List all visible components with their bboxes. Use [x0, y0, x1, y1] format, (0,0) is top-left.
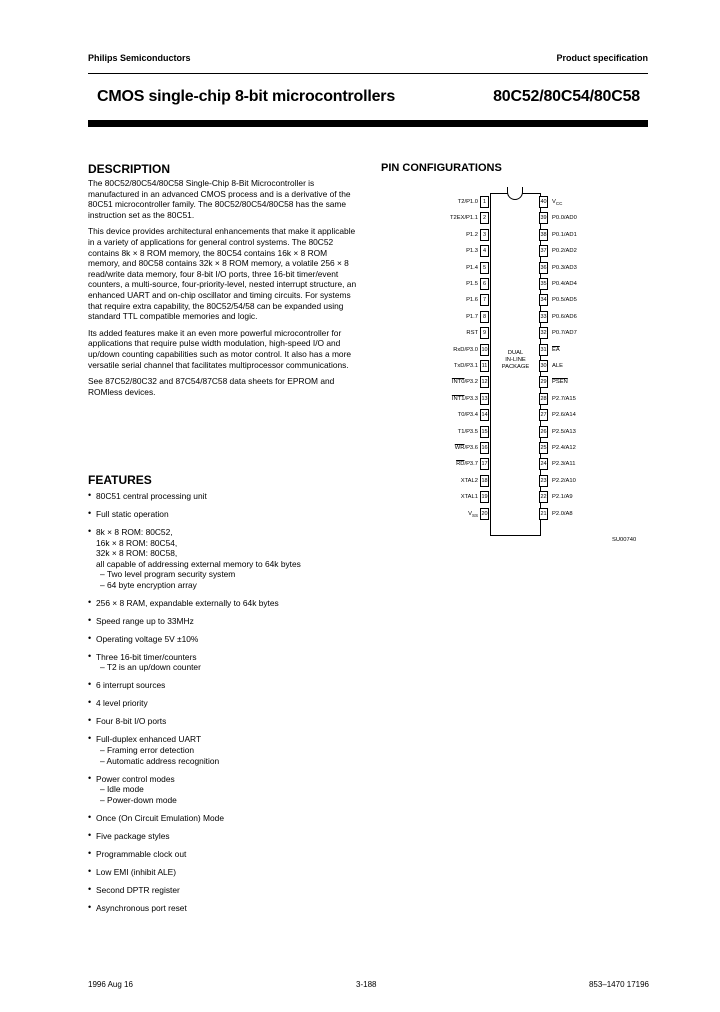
pin-number: 39 [539, 212, 548, 224]
pin-label: P0.7/AD7 [552, 330, 577, 337]
pin-number: 3 [480, 229, 489, 241]
pin-number: 27 [539, 409, 548, 421]
pin-number: 8 [480, 311, 489, 323]
feature-text: • 6 interrupt sources [96, 680, 166, 691]
feature-text: • Once (On Circuit Emulation) Mode [96, 812, 224, 823]
feature-line: 32k × 8 ROM: 80C58, [96, 548, 178, 559]
pin-label: P0.4/AD4 [552, 281, 577, 287]
pin-label: P0.5/AD5 [552, 297, 577, 304]
pin-label: P0.6/AD6 [552, 313, 577, 320]
feature-text: • Second DPTR register [96, 884, 180, 895]
feature-text: • Five package styles [96, 830, 170, 841]
pin-number: 6 [480, 278, 489, 290]
package-label [490, 350, 541, 370]
feature-item [88, 734, 348, 766]
pin-label: $\overline{WR}/P3.6$ [454, 445, 478, 451]
pin-label: P1.7 [466, 313, 478, 320]
pin-number: 15 [480, 426, 489, 438]
drawing-code: SU00740 [612, 537, 637, 543]
feature-text: • Asynchronous port reset [96, 902, 187, 913]
feature-item [88, 867, 348, 878]
feature-text: • 8k × 8 ROM: 80C52, [96, 526, 173, 537]
pin-number: 12 [480, 376, 489, 388]
feature-subitem: – Idle mode [100, 784, 144, 795]
pin-label: XTAL1 [460, 494, 478, 501]
pin-label: INT1/P3.3 [451, 395, 478, 402]
feature-item [88, 813, 348, 824]
feature-subitem: – Power-down mode [100, 794, 177, 805]
pin-label: RST [466, 330, 478, 337]
feature-item [88, 903, 348, 914]
feature-item [88, 680, 348, 691]
features-heading: FEATURES [88, 473, 152, 487]
pin-label: P1.4 [466, 264, 478, 271]
pin-number: 26 [539, 426, 548, 438]
package-label-line: DUAL [507, 350, 524, 356]
feature-text: • Operating voltage 5V ±10% [96, 633, 199, 644]
pin-number: 4 [480, 245, 489, 257]
pin-label: P1.6 [466, 297, 478, 304]
document-type: Product specification [556, 53, 648, 63]
pin-number: 29 [539, 376, 548, 388]
pin-number: 36 [539, 262, 548, 274]
pin-number: 28 [539, 393, 548, 405]
description-paragraph: See 87C52/80C32 and 87C54/87C58 data sheets for EPROM and ROMless devices. [88, 376, 335, 397]
feature-text: • Speed range up to 33MHz [96, 615, 194, 626]
feature-line: 16k × 8 ROM: 80C54, [96, 537, 178, 548]
pin-label: P0.3/AD3 [552, 264, 577, 271]
feature-subitem: – Two level program security system [100, 569, 236, 580]
pin-label: P2.1/A9 [552, 494, 573, 501]
feature-subitem: – Automatic address recognition [100, 755, 220, 766]
footer-page-number: 3-188 [356, 980, 377, 989]
feature-text: • Programmable clock out [96, 848, 187, 859]
pin-number: 18 [480, 475, 489, 487]
pin-number: 32 [539, 327, 548, 339]
pin-label: P2.2/A10 [552, 477, 576, 484]
description-body [88, 178, 360, 403]
feature-item [88, 849, 348, 860]
pin-number: 25 [539, 442, 548, 454]
pin-number: 10 [480, 344, 489, 356]
pin-label: P2.0/A8 [552, 510, 573, 517]
pin-label: T1/P3.5 [457, 428, 478, 435]
feature-subitem: – T2 is an up/down counter [100, 662, 201, 673]
pin-label: P0.0/AD0 [552, 215, 577, 222]
pin-label: XTAL2 [460, 477, 478, 484]
description-paragraph: Its added features make it an even more powerful microcontroller for applications that require pulse width modulation, high-speed I/O and up/down counting capabilities such as motor control. It also has a more versatile serial channel that facilitates multiprocessor communications. [88, 327, 352, 370]
pin-number: 38 [539, 229, 548, 241]
pin-number: 40 [539, 196, 548, 208]
pin-label: TxD/P3.1 [453, 363, 478, 369]
pin-number: 13 [480, 393, 489, 405]
features-list [88, 491, 348, 921]
pin-label: P1.2 [466, 231, 478, 238]
feature-item [88, 527, 348, 591]
pin-label: PSEN [552, 379, 568, 386]
pin-number: 37 [539, 245, 548, 257]
pin-number: 11 [480, 360, 489, 372]
company-name: Philips Semiconductors [88, 53, 191, 63]
pin-label: $V_{SS}$ [468, 510, 478, 518]
feature-item [88, 509, 348, 520]
pin-number: 5 [480, 262, 489, 274]
feature-item [88, 716, 348, 727]
title-rule [88, 120, 648, 127]
feature-item [88, 698, 348, 709]
pin-label: $\overline{EA}$ [552, 346, 560, 353]
feature-item [88, 616, 348, 627]
pin-number: 9 [480, 327, 489, 339]
pin-label: INT0/P3.2 [451, 379, 478, 386]
part-numbers: 80C52/80C54/80C58 [493, 88, 640, 105]
pin-label: T2EX/P1.1 [449, 215, 478, 222]
pin-label: T0/P3.4 [457, 412, 478, 419]
pin-number: 20 [480, 508, 489, 520]
pin-label: P0.2/AD2 [552, 248, 577, 255]
footer-code: 853–1470 17196 [588, 980, 649, 989]
feature-subitem: – Framing error detection [100, 745, 195, 755]
feature-line: all capable of addressing external memory to 64k bytes [96, 558, 301, 569]
feature-item [88, 774, 348, 806]
feature-subitem: – 64 byte encryption array [100, 579, 197, 590]
pin-label: T2/P1.0 [457, 199, 478, 205]
feature-item [88, 831, 348, 842]
pin-number: 35 [539, 278, 548, 290]
feature-text: • Full static operation [96, 508, 169, 519]
description-heading: DESCRIPTION [88, 162, 171, 176]
feature-text: • Full-duplex enhanced UART [96, 734, 202, 745]
pin-label: RxD/P3.0 [453, 346, 478, 353]
pin-number: 30 [539, 360, 548, 372]
footer-date: 1996 Aug 16 [88, 980, 133, 989]
pin-label: $V_{CC}$ [552, 199, 563, 207]
feature-text: • 80C51 central processing unit [96, 491, 207, 501]
feature-item [88, 598, 348, 609]
pin-number: 7 [480, 294, 489, 306]
pin-label: P2.7/A15 [552, 395, 576, 402]
pin-number: 17 [480, 458, 489, 470]
pin-number: 19 [480, 491, 489, 503]
description-paragraph: This device provides architectural enhancements that make it applicable in a variety of applications for general control systems. The 80C52 contains 8k × 8 ROM memory, the 80C54 contains 16k × 8 ROM memory, and 80C58 contains 32k × 8 ROM memory, a volatile 256 × 8 read/write data memory, four 8-bit I/O ports, three 16-bit timer/event counters, a multi-source, four-priority-level, nested interrupt structure, an enhanced UART and on-chip oscillator and timing circuits. For systems that require extra capability, the 80C52/54/58 can be expanded using standard TTL compatible memories and logic. [88, 226, 357, 322]
header-rule [88, 73, 648, 74]
description-paragraph: The 80C52/80C54/80C58 Single-Chip 8-Bit Microcontroller is manufactured in an advanced CMOS process and is a derivative of the 80C51 microcontroller family. The 80C52/80C54/80C58 has the same instruction set as the 80C51. [88, 178, 351, 220]
pin-number: 33 [539, 311, 548, 323]
pin-number: 14 [480, 409, 489, 421]
pin-label: ALE [552, 363, 563, 369]
pin-label: P1.5 [466, 281, 478, 287]
feature-item [88, 491, 348, 502]
pin-number: 24 [539, 458, 548, 470]
feature-item [88, 634, 348, 645]
pin-number: 1 [480, 196, 489, 208]
feature-text: • Three 16-bit timer/counters [96, 651, 197, 662]
feature-item [88, 885, 348, 896]
pin-number: 23 [539, 475, 548, 487]
package-label-line: IN-LINE [505, 356, 526, 363]
feature-item [88, 652, 348, 673]
pin-number: 2 [480, 212, 489, 224]
feature-text: • Four 8-bit I/O ports [96, 716, 167, 727]
pin-label: P0.1/AD1 [552, 231, 577, 238]
pin-label: P2.5/A13 [552, 428, 576, 435]
pin-label: P2.6/A14 [552, 412, 576, 419]
pin-label: P2.4/A12 [552, 445, 576, 451]
pin-number: 22 [539, 491, 548, 503]
pin-label: P2.3/A11 [552, 461, 576, 468]
pin-number: 16 [480, 442, 489, 454]
pin-label: $\overline{RD}/P3.7$ [456, 461, 478, 468]
pin-number: 21 [539, 508, 548, 520]
feature-text: • Power control modes [96, 773, 175, 784]
package-label-line: PACKAGE [501, 363, 530, 370]
pin-label: P1.3 [466, 248, 478, 255]
feature-text: • Low EMI (inhibit ALE) [96, 866, 177, 877]
feature-text: • 4 level priority [96, 698, 148, 709]
pin-config-heading: PIN CONFIGURATIONS [381, 162, 502, 174]
pin-number: 34 [539, 294, 548, 306]
pin-number: 31 [539, 344, 548, 356]
feature-text: • 256 × 8 RAM, expandable externally to 64k bytes [96, 597, 279, 608]
page-title: CMOS single-chip 8-bit microcontrollers [97, 88, 396, 105]
